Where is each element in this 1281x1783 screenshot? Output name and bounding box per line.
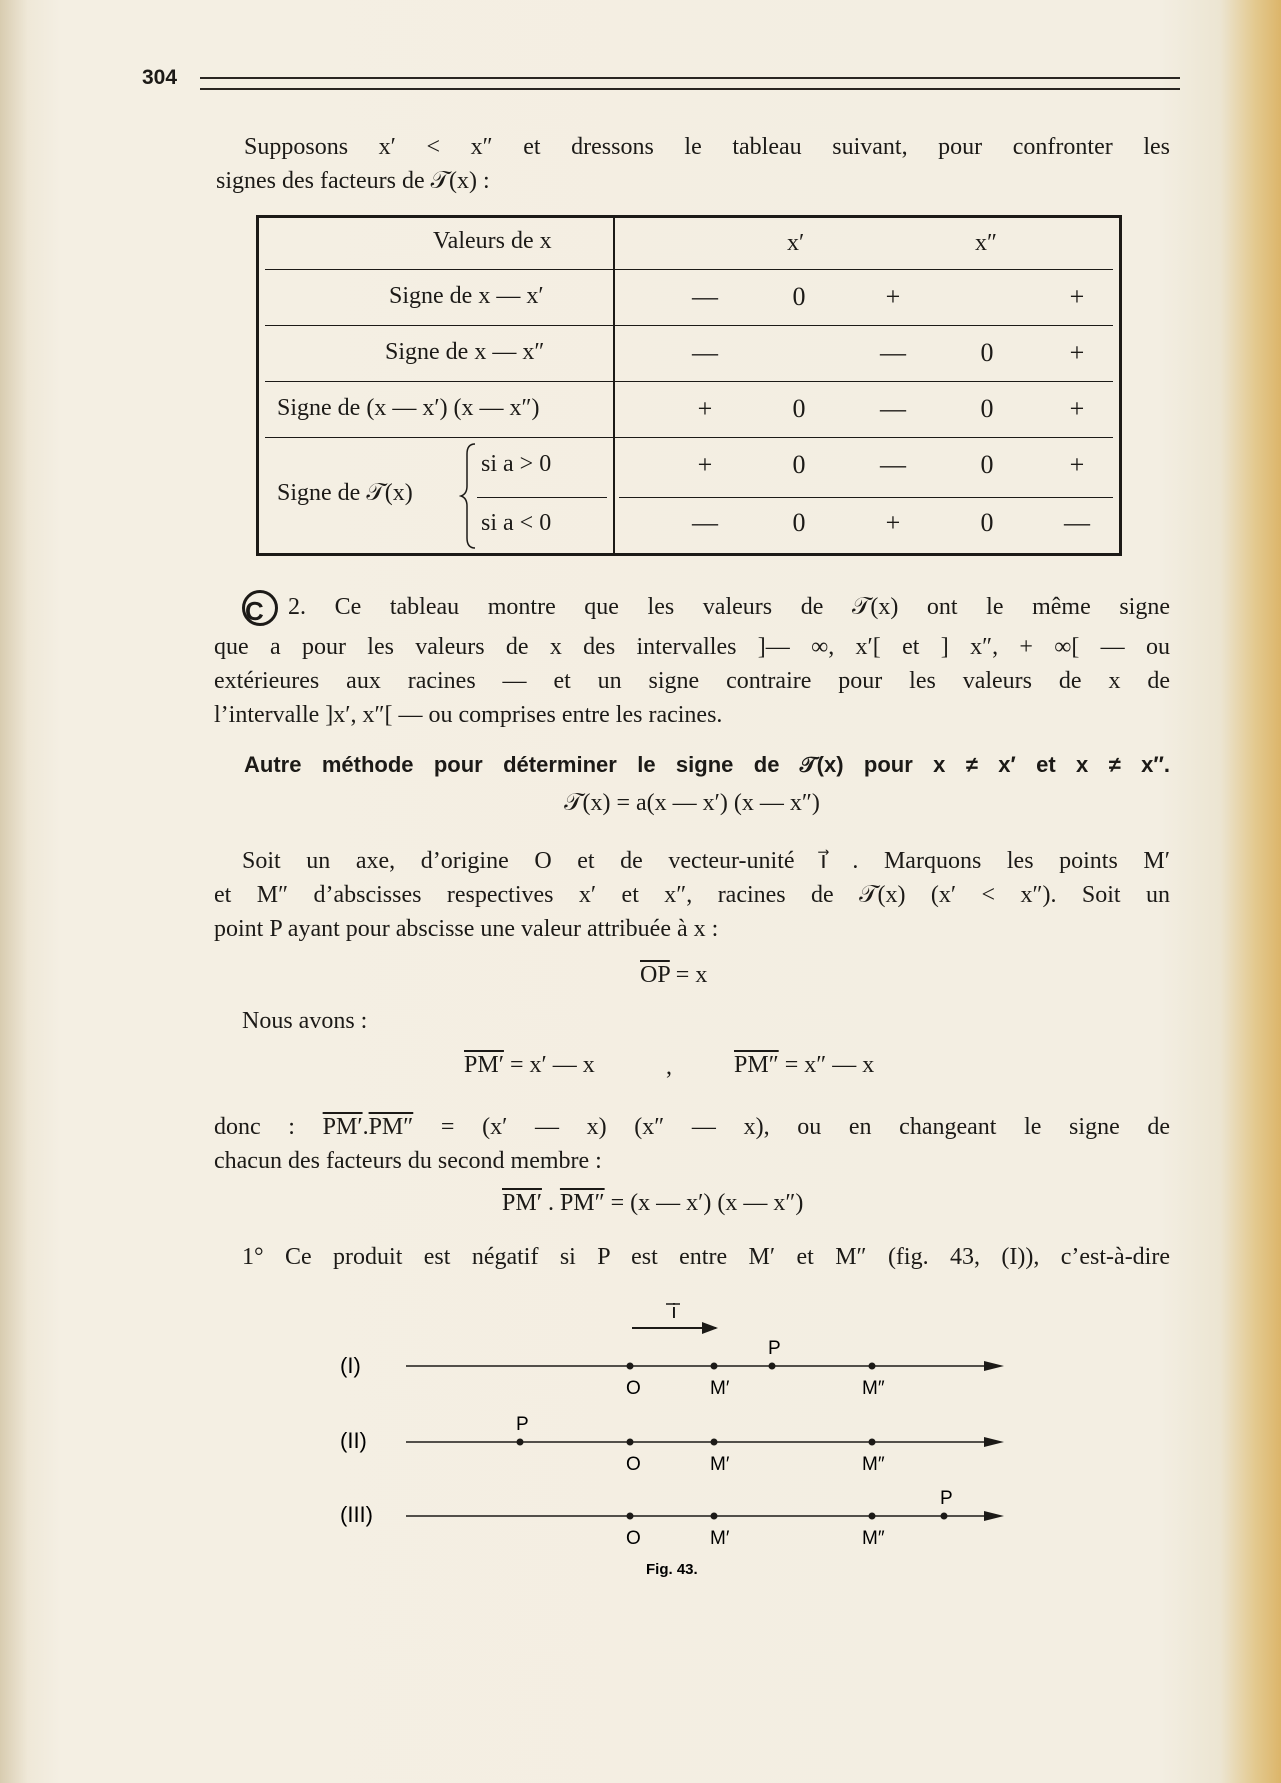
axis-line-2: et M″ d’abscisses respectives x′ et x″, racines de 𝒯(x) (x′ < x″). Soit un xyxy=(214,882,1170,908)
label-p: P xyxy=(940,1488,953,1509)
table-sign: — xyxy=(880,338,906,367)
table-sign: — xyxy=(692,338,718,367)
label-o: O xyxy=(626,1528,641,1549)
pm-separator: , xyxy=(666,1054,672,1080)
table-sign: 0 xyxy=(792,282,806,311)
axis-label: (III) xyxy=(340,1502,373,1527)
table-sign: — xyxy=(692,508,718,537)
arrow-head-icon xyxy=(702,1322,718,1334)
point-m2 xyxy=(869,1439,876,1446)
point-o xyxy=(627,1363,634,1370)
label-m1: M′ xyxy=(710,1528,730,1549)
table-sign: — xyxy=(1064,508,1090,537)
point-o xyxy=(627,1439,634,1446)
para2-line-3: extérieures aux racines — et un signe contraire pour les valeurs de x de xyxy=(214,668,1170,694)
point-m1 xyxy=(711,1513,718,1520)
pm-equation-1: PM′ = x′ — x xyxy=(464,1052,595,1078)
arrow-head-icon xyxy=(984,1361,1004,1371)
donc-line-2: chacun des facteurs du second membre : xyxy=(214,1148,602,1174)
header-rule xyxy=(200,77,1180,90)
figure-caption: Fig. 43. xyxy=(646,1561,698,1578)
label-o: O xyxy=(626,1454,641,1475)
point-m2 xyxy=(869,1513,876,1520)
table-sign: + xyxy=(885,508,901,537)
figure-43 xyxy=(340,1296,1040,1586)
table-row-label: Signe de (x — x′) (x — x″) xyxy=(277,395,540,421)
para2-line-2: que a pour les valeurs de x des intervalles ]— ∞, x′[ et ] x″, + ∞[ — ou xyxy=(214,634,1170,660)
point-1-line: 1° Ce produit est négatif si P est entre M′ et M″ (fig. 43, (I)), c’est-à-dire xyxy=(242,1244,1170,1270)
table-sign: — xyxy=(692,282,718,311)
page-number: 304 xyxy=(142,66,178,89)
donc-line-1: donc : PM′.PM″ = (x′ — x) (x″ — x), ou en changeant le signe de xyxy=(214,1114,1171,1140)
table-row-label: Signe de x — x″ xyxy=(385,339,545,365)
table-sign: 0 xyxy=(980,394,994,423)
axis-line-1: Soit un axe, d’origine O et de vecteur-unité i⃗ . Marquons les points M′ xyxy=(242,848,1170,874)
table-header-values: Valeurs de x xyxy=(433,228,552,254)
table-sign: + xyxy=(1069,394,1085,423)
table-sign: 0 xyxy=(792,394,806,423)
sign-table xyxy=(256,215,1122,556)
point-p xyxy=(941,1513,948,1520)
label-o: O xyxy=(626,1378,641,1399)
table-sign: — xyxy=(880,394,906,423)
point-o xyxy=(627,1513,634,1520)
table-sign: + xyxy=(885,282,901,311)
intro-line-2: signes des facteurs de 𝒯(x) : xyxy=(216,168,490,194)
para2-line-4: l’intervalle ]x′, x″[ — ou comprises entre les racines. xyxy=(214,702,723,728)
copyright-mark-icon: C xyxy=(242,590,278,626)
table-sign: + xyxy=(1069,282,1085,311)
label-p: P xyxy=(516,1414,529,1435)
label-m1: M′ xyxy=(710,1454,730,1475)
pm-equation-2: PM″ = x″ — x xyxy=(734,1052,875,1078)
para2-line-1: C 2. Ce tableau montre que les valeurs de 𝒯(x) ont le même signe xyxy=(242,590,1170,626)
point-p xyxy=(517,1439,524,1446)
axis-label: (I) xyxy=(340,1353,361,1378)
table-sign: + xyxy=(697,450,713,479)
point-p xyxy=(769,1363,776,1370)
point-m2 xyxy=(869,1363,876,1370)
point-m1 xyxy=(711,1439,718,1446)
table-sign: 0 xyxy=(980,338,994,367)
arrow-head-icon xyxy=(984,1437,1004,1447)
axis-line-3: point P ayant pour abscisse une valeur attribuée à x : xyxy=(214,916,719,942)
intro-line-1: Supposons x′ < x″ et dressons le tableau suivant, pour confronter les xyxy=(244,134,1170,160)
label-m2: M″ xyxy=(862,1528,885,1549)
table-case-label: si a > 0 xyxy=(481,451,552,477)
table-trinome-label: Signe de 𝒯(x) xyxy=(277,480,413,506)
op-equation: $\overline{OP} = x$ xyxy=(640,962,708,988)
table-sign: — xyxy=(880,450,906,479)
donc-formula: PM′ . PM″ = (x — x′) (x — x″) xyxy=(502,1190,804,1216)
table-row-label: Signe de x — x′ xyxy=(389,283,544,309)
table-sign: 0 xyxy=(792,450,806,479)
point-m1 xyxy=(711,1363,718,1370)
method-heading: Autre méthode pour déterminer le signe de 𝒯(x) pour x ≠ x′ et x ≠ x″. xyxy=(244,752,1170,777)
table-sign: 0 xyxy=(792,508,806,537)
method-formula: 𝒯(x) = a(x — x′) (x — x″) xyxy=(564,790,820,816)
table-sign: + xyxy=(1069,338,1085,367)
brace-icon xyxy=(459,442,479,550)
label-m1: M′ xyxy=(710,1378,730,1399)
table-case-label: si a < 0 xyxy=(481,510,552,536)
label-p: P xyxy=(768,1338,781,1359)
label-m2: M″ xyxy=(862,1378,885,1399)
axis-label: (II) xyxy=(340,1428,367,1453)
arrow-head-icon xyxy=(984,1511,1004,1521)
nous-avons: Nous avons : xyxy=(242,1008,368,1034)
table-header-x2: x″ xyxy=(975,230,997,256)
table-sign: 0 xyxy=(980,508,994,537)
label-m2: M″ xyxy=(862,1454,885,1475)
table-header-x1: x′ xyxy=(787,230,805,256)
vector-label: i xyxy=(671,1301,677,1323)
table-sign: + xyxy=(1069,450,1085,479)
table-sign: 0 xyxy=(980,450,994,479)
table-sign: + xyxy=(697,394,713,423)
